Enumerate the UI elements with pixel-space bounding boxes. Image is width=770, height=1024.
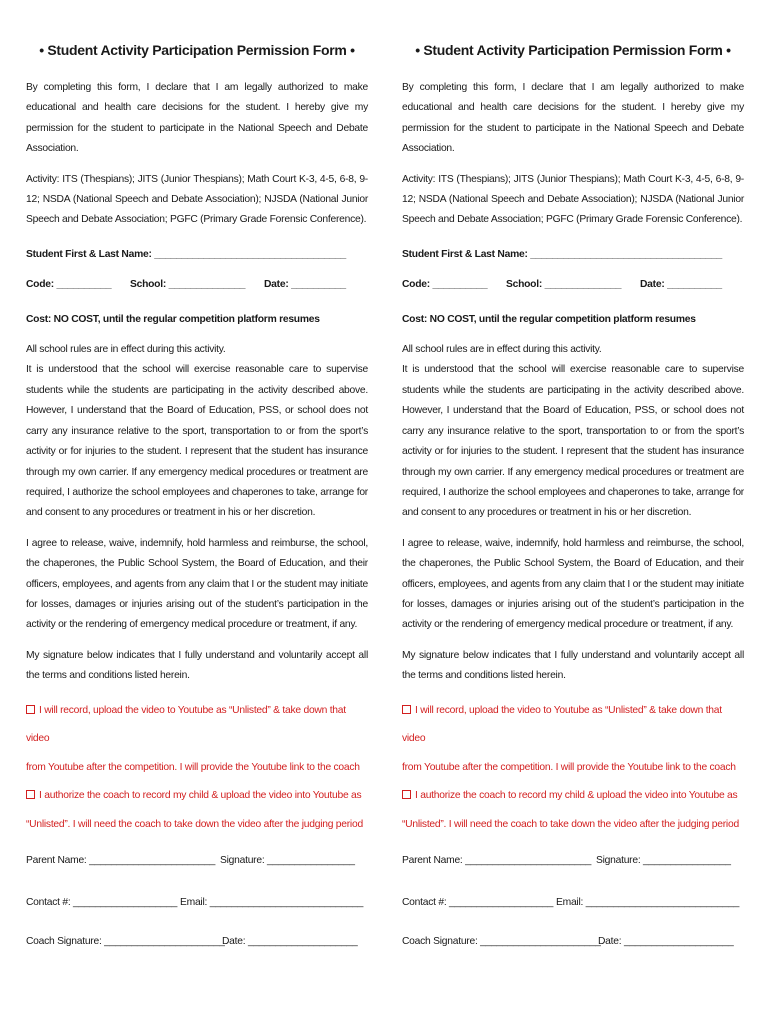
option-2-line-2: “Unlisted”. I will need the coach to take down the video after the judging period	[402, 818, 739, 830]
care-paragraph: It is understood that the school will exercise reasonable care to supervise students while the students are participating in the activity described above. However, I understand that the Board of Education, PSS, or school does not carry any insurance relative to the sport, transportation to or from the sport’s activity or for injuries to the student. I represent that the student has insurance through my own carrier. If any emergency medical procedures or treatment are required, I authorize the school employees and chaperones to take, arrange for and consent to any procedures or treatment in his or her discretion.	[26, 364, 368, 519]
intro-paragraph: By completing this form, I declare that I am legally authorized to make educational and health care decisions for the student. I hereby give my permission for the student to participate in the National Speech and Debate Association.	[26, 82, 368, 155]
coach-row	[26, 932, 368, 952]
activity-paragraph: Activity: ITS (Thespians); JITS (Junior Thespians); Math Court K-3, 4-5, 6-8, 9-12; NSDA (National Speech and Debate Association); NJSDA (National Junior Speech and Debate Association; PGFC (Primary Grade Forensic Conference).	[402, 173, 744, 226]
activity-paragraph: Activity: ITS (Thespians); JITS (Junior Thespians); Math Court K-3, 4-5, 6-8, 9-12; NSDA (National Speech and Debate Association); NJSDA (National Junior Speech and Debate Association; PGFC (Primary Grade Forensic Conference).	[26, 173, 368, 226]
date-field[interactable]: Date: __________	[264, 279, 346, 291]
video-option-1[interactable]	[402, 697, 744, 783]
student-name-field[interactable]: Student First & Last Name: ___________________________________	[402, 248, 722, 260]
parent-signature-row	[26, 851, 368, 871]
care-paragraph: It is understood that the school will exercise reasonable care to supervise students while the students are participating in the activity described above. However, I understand that the Board of Education, PSS, or school does not carry any insurance relative to the sport, transportation to or from the sport’s activity or for injuries to the student. I represent that the student has insurance through my own carrier. If any emergency medical procedures or treatment are required, I authorize the school employees and chaperones to take, arrange for and consent to any procedures or treatment in his or her discretion.	[402, 364, 744, 519]
coach-date-field[interactable]: Date: ____________________	[222, 936, 358, 948]
student-name-field[interactable]: Student First & Last Name: ___________________________________	[26, 248, 346, 260]
email-field[interactable]: Email: ____________________________	[556, 897, 740, 909]
contact-field[interactable]: Contact #: ___________________	[26, 897, 178, 909]
code-field[interactable]: Code: __________	[26, 279, 112, 291]
release-paragraph: I agree to release, waive, indemnify, hold harmless and reimburse, the school, the chaperones, the Public School System, the Board of Education, and their officers, employees, and agents from any claim that I or the student may initiate for losses, damages or injuries arising out of the student’s participation in the activity or the rendering of emergency medical procedure or treatment, if any.	[26, 537, 368, 631]
form-copy-left	[26, 38, 368, 952]
option-1-line-1: I will record, upload the video to Youtube as “Unlisted” & take down that video	[26, 704, 346, 745]
option-2-line-1: I authorize the coach to record my child & upload the video into Youtube as	[415, 790, 738, 802]
option-1-line-1: I will record, upload the video to Youtube as “Unlisted” & take down that video	[402, 704, 722, 745]
form-title: • Student Activity Participation Permission Form •	[415, 42, 731, 58]
release-paragraph: I agree to release, waive, indemnify, hold harmless and reimburse, the school, the chaperones, the Public School System, the Board of Education, and their officers, employees, and agents from any claim that I or the student may initiate for losses, damages or injuries arising out of the student’s participation in the activity or the rendering of emergency medical procedure or treatment, if any.	[402, 537, 744, 631]
signature-note: My signature below indicates that I fully understand and voluntarily accept all the terms and conditions listed herein.	[402, 649, 744, 682]
option-1-line-2: from Youtube after the competition. I will provide the Youtube link to the coach	[26, 761, 360, 773]
school-field[interactable]: School: ______________	[130, 279, 246, 291]
code-field[interactable]: Code: __________	[402, 279, 488, 291]
checkbox-icon[interactable]	[26, 790, 35, 799]
option-2-line-2: “Unlisted”. I will need the coach to take down the video after the judging period	[26, 818, 363, 830]
rules-line: All school rules are in effect during this activity.	[26, 344, 226, 356]
signature-note: My signature below indicates that I fully understand and voluntarily accept all the terms and conditions listed herein.	[26, 649, 368, 682]
option-1-line-2: from Youtube after the competition. I will provide the Youtube link to the coach	[402, 761, 736, 773]
parent-name-field[interactable]: Parent Name: _______________________	[26, 855, 216, 867]
contact-row	[402, 893, 744, 913]
checkbox-icon[interactable]	[26, 705, 35, 714]
rules-line: All school rules are in effect during this activity.	[402, 344, 602, 356]
video-option-1[interactable]	[26, 697, 368, 783]
school-field[interactable]: School: ______________	[506, 279, 622, 291]
checkbox-icon[interactable]	[402, 705, 411, 714]
parent-name-field[interactable]: Parent Name: _______________________	[402, 855, 592, 867]
signature-field[interactable]: Signature: ________________	[220, 855, 355, 867]
code-school-date-row	[26, 275, 368, 295]
cost-line: Cost: NO COST, until the regular competition platform resumes	[402, 313, 696, 325]
form-title: • Student Activity Participation Permission Form •	[39, 42, 355, 58]
signature-field[interactable]: Signature: ________________	[596, 855, 731, 867]
option-2-line-1: I authorize the coach to record my child & upload the video into Youtube as	[39, 790, 362, 802]
contact-row	[26, 893, 368, 913]
code-school-date-row	[402, 275, 744, 295]
contact-field[interactable]: Contact #: ___________________	[402, 897, 554, 909]
date-field[interactable]: Date: __________	[640, 279, 722, 291]
parent-signature-row	[402, 851, 744, 871]
cost-line: Cost: NO COST, until the regular competition platform resumes	[26, 313, 320, 325]
checkbox-icon[interactable]	[402, 790, 411, 799]
coach-row	[402, 932, 744, 952]
video-option-2[interactable]	[26, 782, 368, 839]
coach-signature-field[interactable]: Coach Signature: ______________________	[402, 936, 601, 948]
intro-paragraph: By completing this form, I declare that I am legally authorized to make educational and health care decisions for the student. I hereby give my permission for the student to participate in the National Speech and Debate Association.	[402, 82, 744, 155]
video-option-2[interactable]	[402, 782, 744, 839]
email-field[interactable]: Email: ____________________________	[180, 897, 364, 909]
coach-date-field[interactable]: Date: ____________________	[598, 936, 734, 948]
coach-signature-field[interactable]: Coach Signature: ______________________	[26, 936, 225, 948]
form-copy-right	[402, 38, 744, 952]
